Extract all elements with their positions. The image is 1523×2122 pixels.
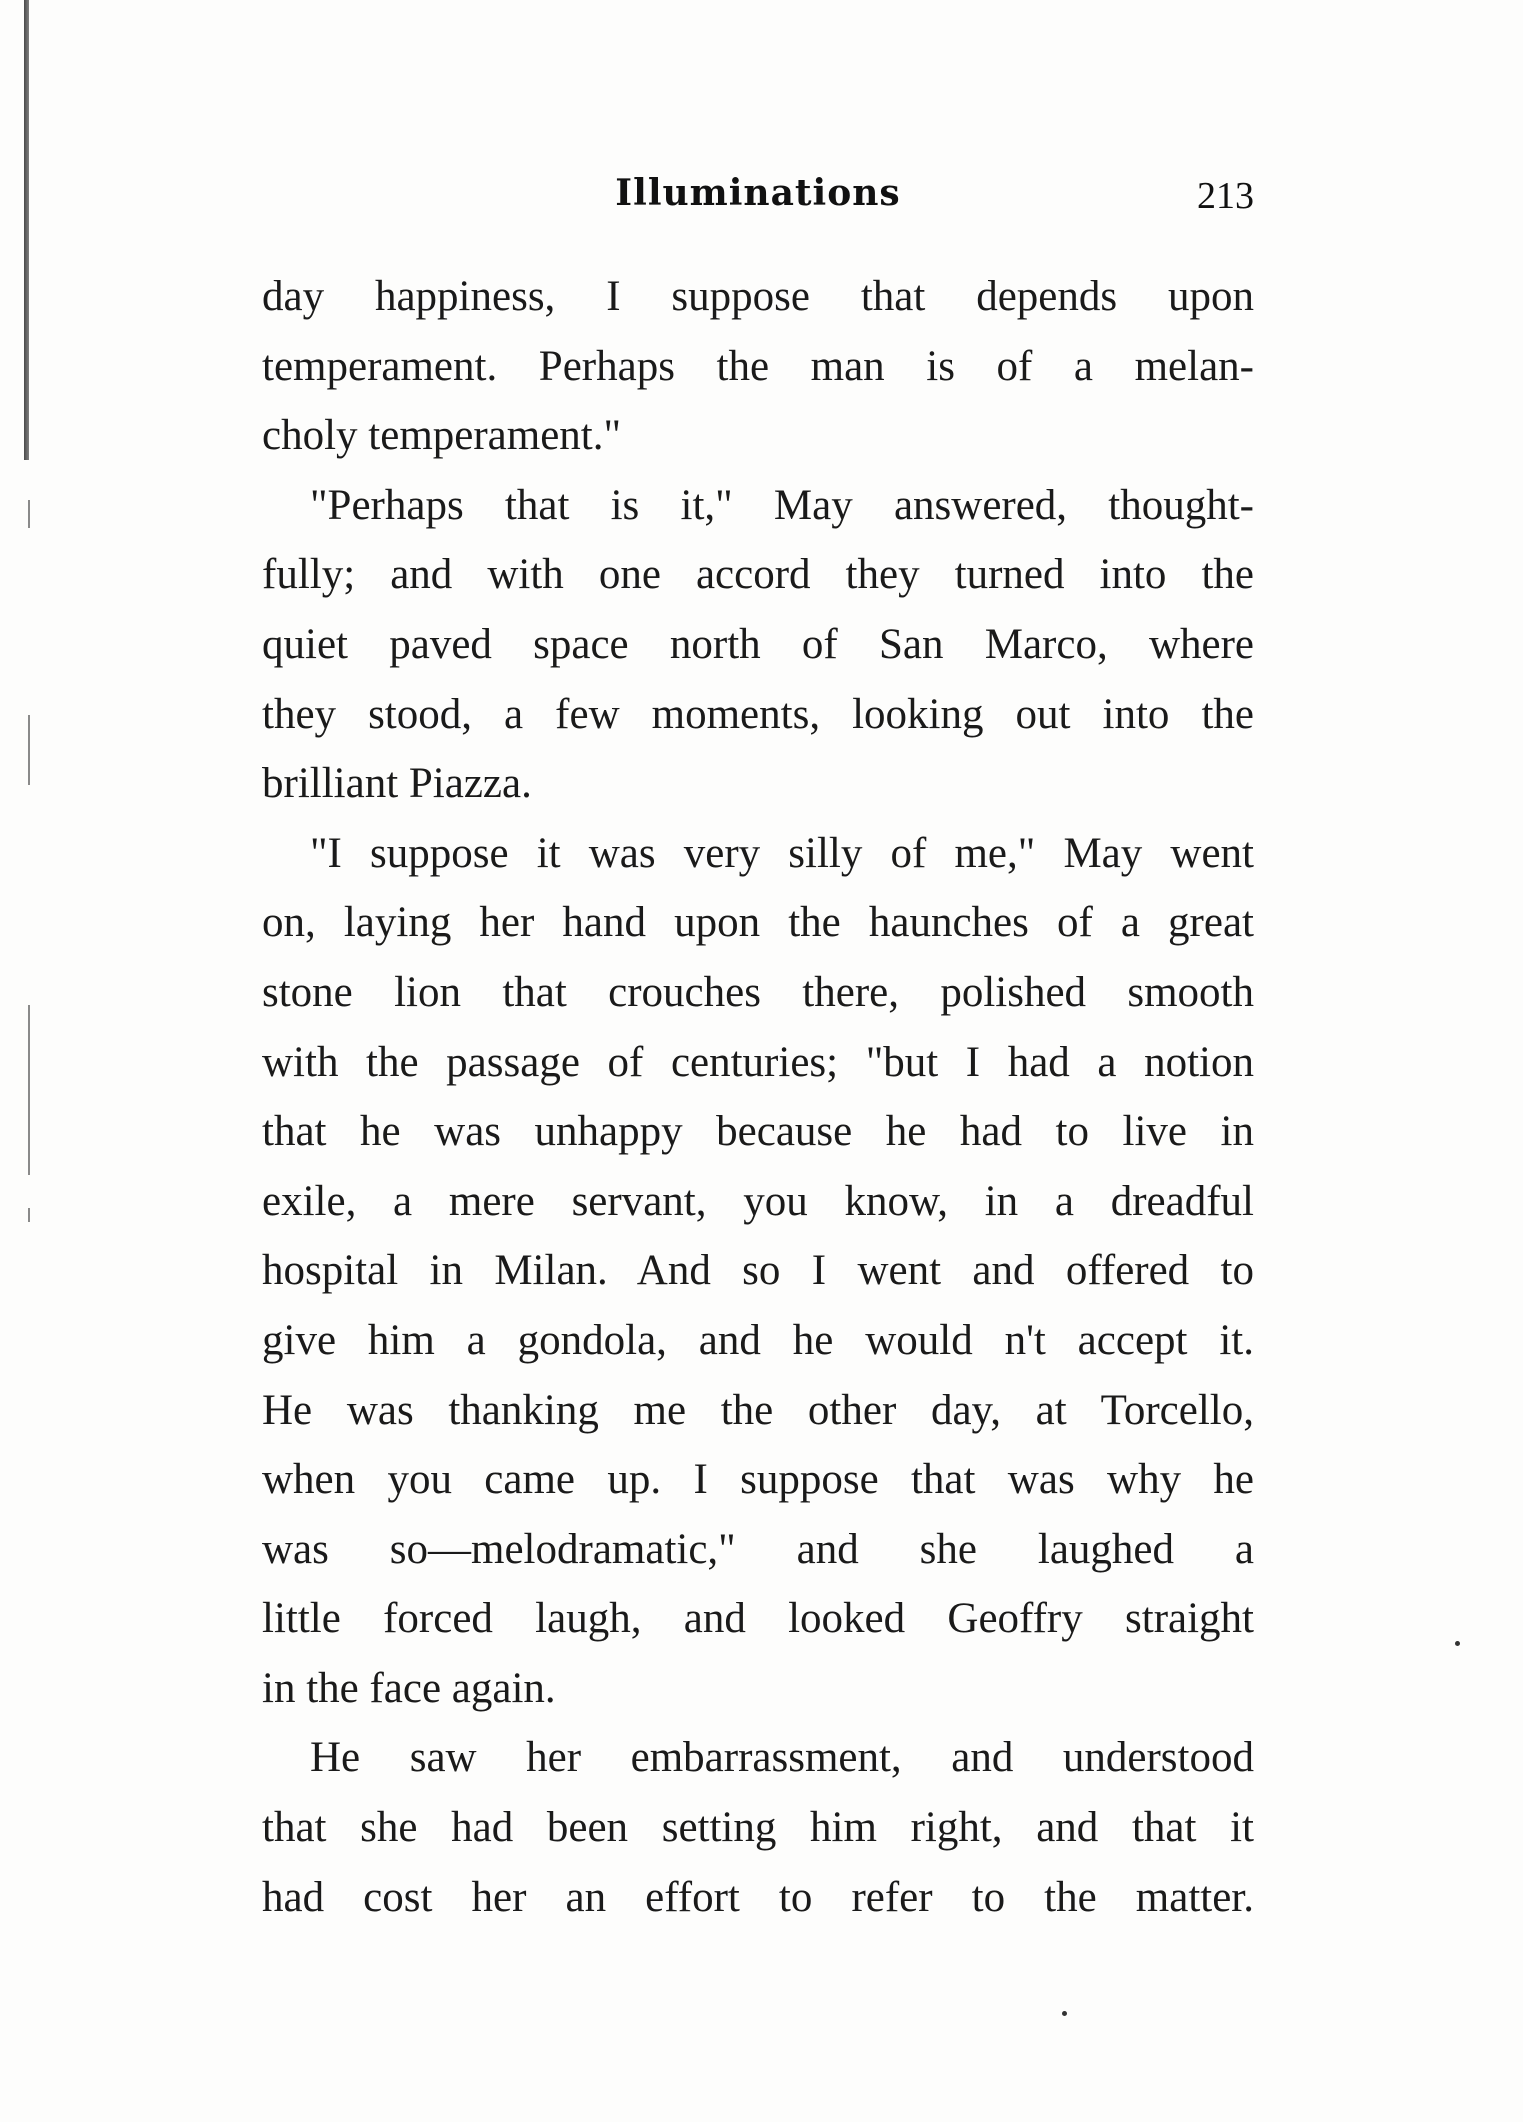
text-line: temperament. Perhaps the man is of a melan- xyxy=(262,342,1254,390)
binding-mark xyxy=(28,1005,30,1175)
text-line: brilliant Piazza. xyxy=(262,760,532,808)
text-line: hospital in Milan. And so I went and offered to xyxy=(262,1247,1254,1295)
paragraph xyxy=(262,471,1254,819)
text-line: He was thanking me the other day, at Torcello, xyxy=(262,1386,1254,1434)
text-line: give him a gondola, and he would n't accept it. xyxy=(262,1316,1254,1364)
text-line: when you came up. I suppose that was why he xyxy=(262,1456,1254,1504)
text-line: "I suppose it was very silly of me," May went xyxy=(310,829,1254,877)
text-line: had cost her an effort to refer to the matter. xyxy=(262,1873,1254,1921)
body-text xyxy=(262,262,1254,1932)
paragraph xyxy=(262,819,1254,1724)
text-line: choly temperament." xyxy=(262,412,622,460)
paper-speck xyxy=(1062,2011,1067,2016)
text-line: stone lion that crouches there, polished smooth xyxy=(262,968,1254,1016)
text-line: day happiness, I suppose that depends upon xyxy=(262,273,1254,320)
text-line: fully; and with one accord they turned into the xyxy=(262,551,1254,599)
running-title: Illuminations xyxy=(615,172,901,214)
binding-mark xyxy=(28,500,30,528)
binding-shadow xyxy=(24,0,29,460)
paragraph xyxy=(262,262,1254,471)
text-line: that she had been setting him right, and that it xyxy=(262,1804,1254,1852)
text-line: quiet paved space north of San Marco, where xyxy=(262,620,1254,668)
paragraph xyxy=(262,1723,1254,1932)
text-line: that he was unhappy because he had to live in xyxy=(262,1108,1254,1156)
text-line: He saw her embarrassment, and understood xyxy=(310,1734,1254,1782)
binding-mark xyxy=(28,715,30,785)
text-line: in the face again. xyxy=(262,1664,556,1712)
text-line: they stood, a few moments, looking out into the xyxy=(262,690,1254,738)
binding-mark xyxy=(28,1208,30,1222)
page-header xyxy=(262,172,1254,232)
text-line: "Perhaps that is it," May answered, thought- xyxy=(310,481,1254,529)
text-line: on, laying her hand upon the haunches of a great xyxy=(262,899,1254,947)
text-line: was so—melodramatic," and she laughed a xyxy=(262,1525,1254,1573)
paper-speck xyxy=(1455,1641,1460,1646)
page-number: 213 xyxy=(1197,175,1254,217)
text-line: exile, a mere servant, you know, in a dreadful xyxy=(262,1177,1254,1225)
text-line: with the passage of centuries; "but I had a notion xyxy=(262,1038,1254,1086)
text-line: little forced laugh, and looked Geoffry straight xyxy=(262,1595,1254,1643)
